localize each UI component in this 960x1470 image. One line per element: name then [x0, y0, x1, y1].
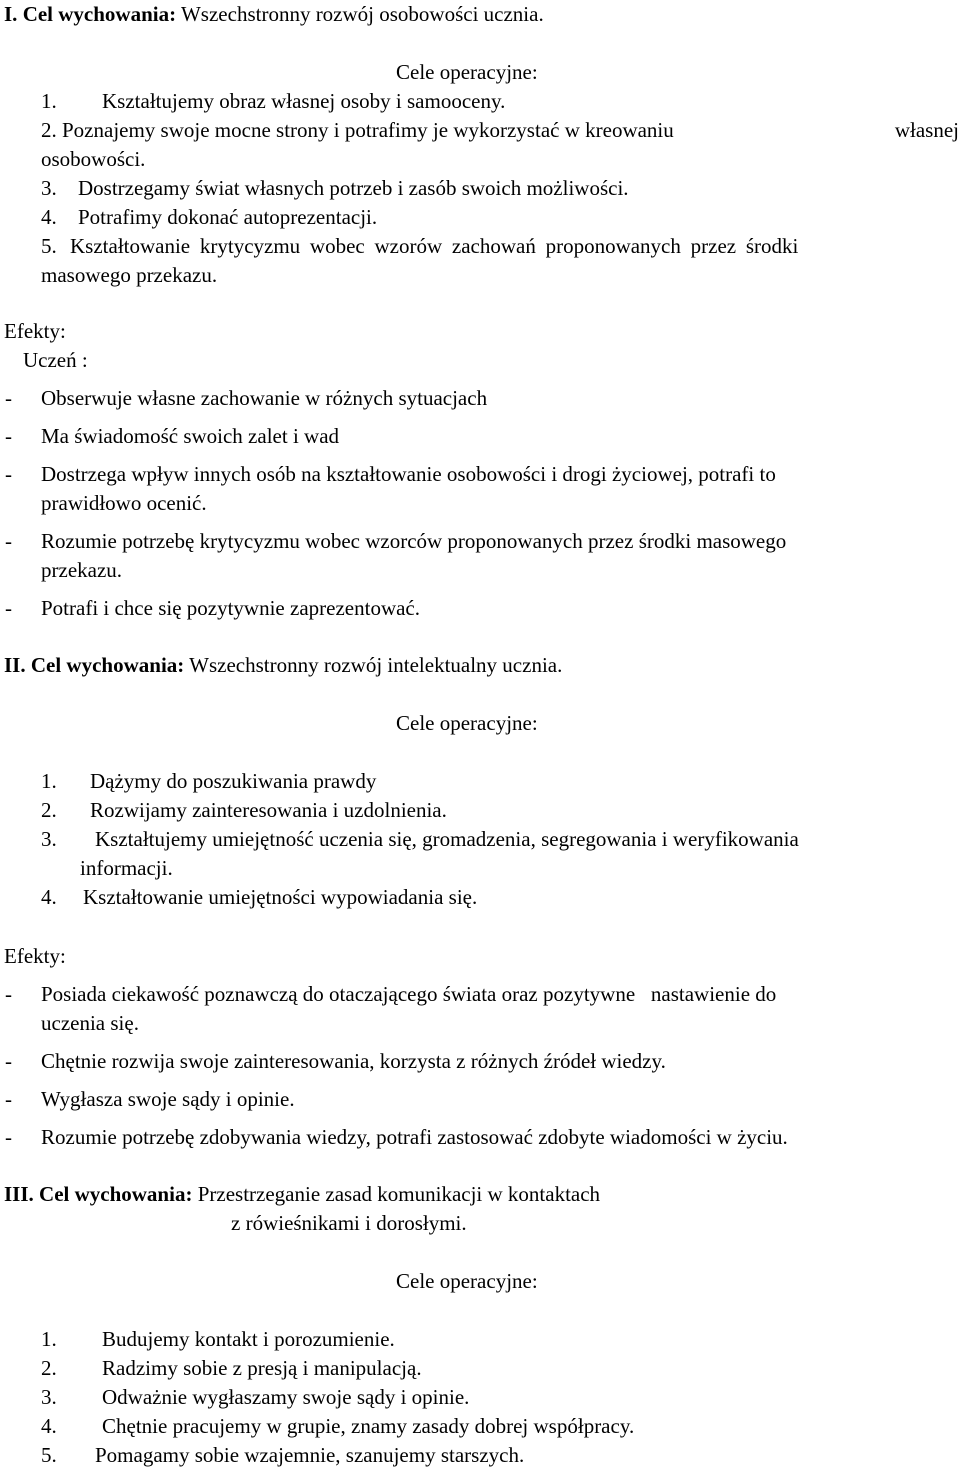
section-2-efekt-1-cont: uczenia się.	[41, 1011, 139, 1035]
section-3-title: Przestrzeganie zasad komunikacji w kontaktach	[197, 1182, 601, 1206]
bullet-dash: -	[5, 1125, 12, 1149]
section-1-cele-heading: Cele operacyjne:	[396, 60, 538, 84]
section-3-cele-heading: Cele operacyjne:	[396, 1269, 538, 1293]
section-2-cel-3: 3. Kształtujemy umiejętność uczenia się, gromadzenia, segregowania i weryfikowania	[41, 827, 799, 851]
section-3-cel-1: 1. Budujemy kontakt i porozumienie.	[41, 1327, 395, 1351]
bullet-dash: -	[5, 529, 12, 553]
section-3-label: Cel wychowania:	[39, 1182, 193, 1206]
section-1-heading	[4, 0, 544, 29]
section-2-label: Cel wychowania:	[30, 653, 185, 677]
bullet-dash: -	[5, 596, 12, 620]
section-2-title: Wszechstronny rozwój intelektualny ucznia.	[189, 653, 563, 677]
section-2-efekty-heading: Efekty:	[4, 944, 66, 968]
section-3-cel-2: 2. Radzimy sobie z presją i manipulacją.	[41, 1356, 422, 1380]
section-2-cel-3-cont: informacji.	[80, 856, 173, 880]
section-3-cel-3: 3. Odważnie wygłaszamy swoje sądy i opinie.	[41, 1385, 470, 1409]
section-3-cel-4: 4. Chętnie pracujemy w grupie, znamy zasady dobrej współpracy.	[41, 1414, 635, 1438]
bullet-dash: -	[5, 982, 12, 1006]
bullet-dash: -	[5, 1049, 12, 1073]
section-2-heading	[4, 651, 562, 680]
section-1-cel-4: 4. Potrafimy dokonać autoprezentacji.	[41, 205, 378, 229]
section-3-cel-5: 5. Pomagamy sobie wzajemnie, szanujemy starszych.	[41, 1443, 525, 1467]
section-1-cel-2: 2. Poznajemy swoje mocne strony i potrafimy je wykorzystać w kreowaniu własnej	[41, 118, 959, 142]
section-2-cele-heading: Cele operacyjne:	[396, 711, 538, 735]
bullet-dash: -	[5, 462, 12, 486]
section-1-uczen-label: Uczeń :	[23, 348, 88, 372]
section-1-label: Cel wychowania:	[22, 2, 177, 26]
section-1-cel-3: 3. Dostrzegamy świat własnych potrzeb i zasób swoich możliwości.	[41, 176, 629, 200]
section-1-cel-5-cont: masowego przekazu.	[41, 263, 218, 287]
section-3-number: III.	[4, 1182, 34, 1206]
section-1-efekt-4-cont: przekazu.	[41, 558, 123, 582]
section-1-number: I.	[4, 2, 18, 26]
bullet-dash: -	[5, 424, 12, 448]
section-3-title-cont: z rówieśnikami i dorosłymi.	[231, 1211, 467, 1235]
bullet-dash: -	[5, 386, 12, 410]
bullet-dash: -	[5, 1087, 12, 1111]
section-1-efekty-heading: Efekty:	[4, 319, 66, 343]
section-2-cel-4: 4. Kształtowanie umiejętności wypowiadania się.	[41, 885, 478, 909]
document-page: I. Cel wychowania: Wszechstronny rozwój osobowości ucznia. Cele operacyjne: 1. Kształtujemy obraz własnej osoby i samooceny. 2. Poznajemy swoje mocne strony i potrafimy je wykorzystać w kreowaniu własnej osobowości. 3. Dostrzegamy świat własnych potrzeb i zasób swoich możliwości. 4. Potrafimy dokonać autoprezentacji. 5. Kształtowanie krytycyzmu wobec wzorów zachowań proponowanych przez środki masowego przekazu. Efekty: Uczeń : - Obserwuje własne zachowanie w różnych sytuacjach - Ma świadomość swoich zalet i wad - Dostrzega wpływ innych osób na kształtowanie osobowości i drogi życiowej, potrafi to prawidłowo ocenić. - Rozumie potrzebę krytycyzmu wobec wzorców proponowanych przez środki masowego przekazu. - Potrafi i chce się pozytywnie zaprezentować. II. Cel wychowania: Wszechstronny rozwój intelektualny ucznia. Cele operacyjne: 1. Dążymy do poszukiwania prawdy 2. Rozwijamy zainteresowania i uzdolnienia. 3. Kształtujemy umiejętność uczenia się, gromadzenia, segregowania i weryfikowania informacji. 4. Kształtowanie umiejętności wypowiadania się. Efekty: - Posiada ciekawość poznawczą do otaczającego świata oraz pozytywne nastawienie do uczenia się. - Chętnie rozwija swoje zainteresowania, korzysta z różnych źródeł wiedzy. - Wygłasza swoje sądy i opinie. - Rozumie potrzebę zdobywania wiedzy, potrafi zastosować zdobyte wiadomości w życiu. III. Cel wychowania: Przestrzeganie zasad komunikacji w kontaktach z rówieśnikami i dorosłymi. Cele operacyjne: 1. Budujemy kontakt i porozumienie. 2. Radzimy sobie z presją i manipulacją. 3. Odważnie wygłaszamy swoje sądy i opinie. 4. Chętnie pracujemy w grupie, znamy zasady dobrej współpracy. 5. Pomagamy sobie wzajemnie, szanujemy starszych.	[0, 0, 960, 1470]
section-2-cel-2: 2. Rozwijamy zainteresowania i uzdolnienia.	[41, 798, 447, 822]
section-1-cel-2-cont: osobowości.	[41, 147, 146, 171]
section-2-cel-1: 1. Dążymy do poszukiwania prawdy	[41, 769, 377, 793]
section-1-cel-1: 1. Kształtujemy obraz własnej osoby i samooceny.	[41, 89, 506, 113]
section-3-heading	[4, 1180, 600, 1209]
section-1-cel-5: 5. Kształtowanie krytycyzmu wobec wzorów zachowań proponowanych przez środki	[41, 234, 799, 258]
section-2-number: II.	[4, 653, 26, 677]
section-1-title: Wszechstronny rozwój osobowości ucznia.	[180, 2, 544, 26]
section-1-efekt-3-cont: prawidłowo ocenić.	[41, 491, 207, 515]
